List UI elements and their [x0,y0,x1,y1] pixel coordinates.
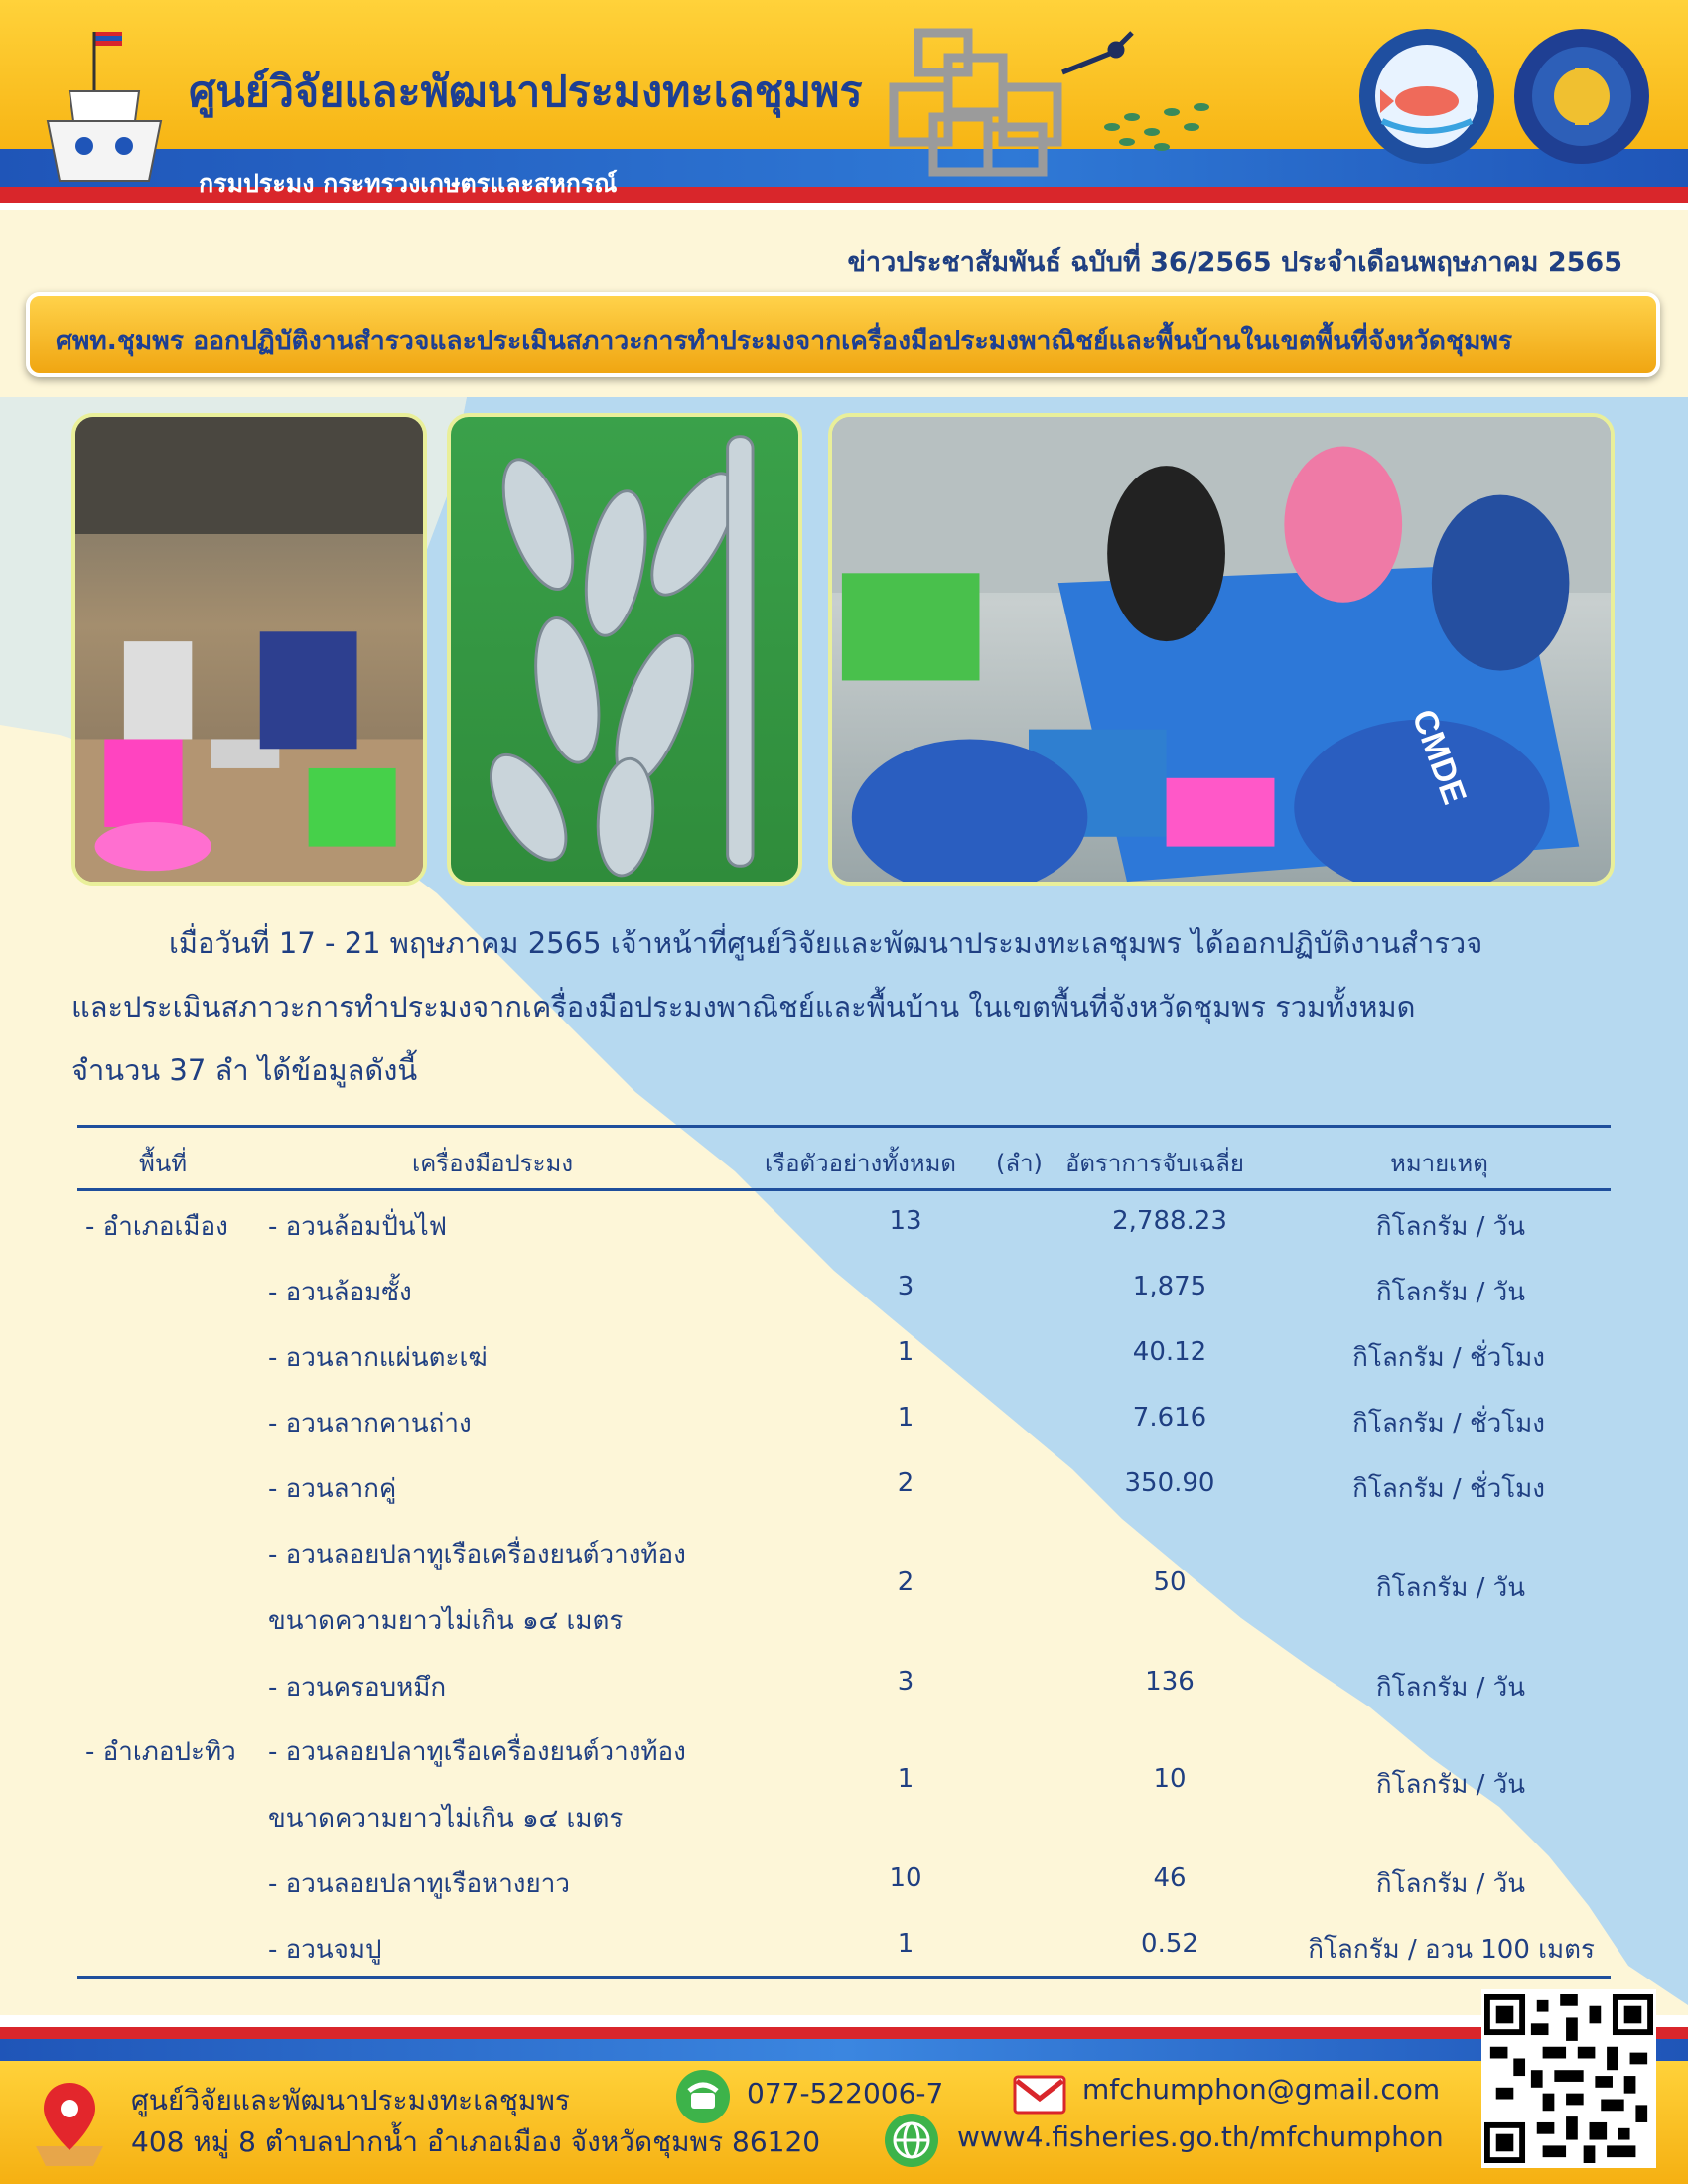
footer-blue-stripe [0,2039,1688,2061]
website-globe-icon [884,2113,939,2168]
row-note: กิโลกรัม / ชั่วโมง [1352,1409,1545,1438]
col-header-note: หมายเหตุ [1390,1150,1488,1177]
row-gear: - อวนจมปู [268,1935,382,1965]
row-gear: - อวนลากแผ่นตะเฆ่ [268,1343,488,1373]
col-header-area: พื้นที่ [139,1150,188,1177]
header-white-stripe [0,203,1688,210]
row-boats: 3 [897,1272,914,1301]
footer-white-stripe [0,2015,1688,2027]
phone-icon [675,2069,731,2124]
row-rate: 350.90 [1124,1468,1215,1498]
row-note: กิโลกรัม / วัน [1375,1278,1525,1307]
org-subtitle: กรมประมง กระทรวงเกษตรและสหกรณ์ [199,169,618,198]
footer-red-stripe [0,2027,1688,2039]
row-boats: 1 [897,1764,914,1794]
table-bottom-rule [77,1976,1611,1979]
row-boats: 1 [897,1929,914,1959]
news-number: ข่าวประชาสัมพันธ์ ฉบับที่ 36/2565 ประจำเดือนพฤษภาคม 2565 [847,247,1622,278]
row-boats: 1 [897,1403,914,1433]
row-rate: 136 [1145,1667,1195,1697]
table-top-rule [77,1125,1611,1128]
row-rate: 46 [1153,1863,1187,1893]
col-header-unit: (ลำ) [996,1150,1043,1177]
intro-line-3: จำนวน 37 ลำ ได้ข้อมูลดังนี้ [71,1053,418,1087]
row-boats: 1 [897,1337,914,1367]
row-rate: 1,875 [1132,1272,1207,1301]
footer-phone[interactable]: 077-522006-7 [747,2077,944,2110]
row-note: กิโลกรัม / ชั่วโมง [1352,1343,1545,1373]
row-boats: 2 [897,1568,914,1597]
row-rate: 10 [1153,1764,1187,1794]
row-rate: 40.12 [1132,1337,1207,1367]
row-gear: - อวนล้อมซั้ง [268,1278,412,1307]
row-rate: 50 [1153,1568,1187,1597]
footer-website[interactable]: www4.fisheries.go.th/mfchumphon [957,2120,1444,2153]
col-header-boats: เรือตัวอย่างทั้งหมด [765,1150,957,1177]
row-note: กิโลกรัม / วัน [1375,1212,1525,1242]
col-header-rate: อัตราการจับเฉลี่ย [1065,1150,1244,1177]
row-note: กิโลกรัม / วัน [1375,1573,1525,1603]
row-gear: - อวนลอยปลาทูเรือเครื่องยนต์วางท้อง [268,1737,686,1767]
row-gear-line2: ขนาดความยาวไม่เกิน ๑๔ เมตร [268,1804,624,1834]
row-boats: 2 [897,1468,914,1498]
row-rate: 0.52 [1141,1929,1198,1959]
row-boats: 3 [897,1667,914,1697]
row-area: - อำเภอปะทิว [85,1737,236,1767]
photo-shirt-text: CMDE [1404,704,1474,810]
qr-code-icon[interactable] [1481,1989,1656,2168]
row-area: - อำเภอเมือง [85,1212,228,1242]
table-header-rule [77,1188,1611,1191]
intro-line-2: และประเมินสภาวะการทำประมงจากเครื่องมือประมงพาณิชย์และพื้นบ้าน ในเขตพื้นที่จังหวัดชุมพร รวมทั้งหมด [71,990,1416,1024]
row-rate: 7.616 [1132,1403,1207,1433]
row-note: กิโลกรัม / วัน [1375,1673,1525,1703]
photo-field-survey-team [71,413,427,886]
row-gear: - อวนล้อมปั่นไฟ [268,1212,448,1242]
footer-email[interactable]: mfchumphon@gmail.com [1082,2073,1441,2106]
department-seal-icon [1511,26,1652,167]
footer-org: ศูนย์วิจัยและพัฒนาประมงทะเลชุมพร [131,2084,570,2116]
ship-logo-icon [40,22,169,191]
row-gear: - อวนลอยปลาทูเรือหางยาว [268,1869,570,1899]
artificial-reef-icon [874,18,1251,182]
row-note: กิโลกรัม / วัน [1375,1869,1525,1899]
location-pin-icon [30,2077,109,2168]
row-rate: 2,788.23 [1112,1206,1227,1236]
row-gear: - อวนลากคู่ [268,1474,397,1504]
row-gear-line2: ขนาดความยาวไม่เกิน ๑๔ เมตร [268,1606,624,1636]
row-boats: 13 [889,1206,922,1236]
email-icon [1013,2075,1066,2115]
center-seal-icon [1356,26,1497,167]
row-note: กิโลกรัม / วัน [1375,1770,1525,1800]
photo-catch-sorting [828,413,1615,886]
row-note: กิโลกรัม / ชั่วโมง [1352,1474,1545,1504]
row-gear: - อวนครอบหมึก [268,1673,447,1703]
footer-address: 408 หมู่ 8 ตำบลปากน้ำ อำเภอเมือง จังหวัดชุมพร 86120 [131,2125,821,2158]
col-header-gear: เครื่องมือประมง [412,1150,574,1177]
row-boats: 10 [889,1863,922,1893]
photo-fish-basket [447,413,802,886]
row-gear: - อวนลากคานถ่าง [268,1409,472,1438]
row-note: กิโลกรัม / อวน 100 เมตร [1308,1935,1595,1965]
row-gear: - อวนลอยปลาทูเรือเครื่องยนต์วางท้อง [268,1540,686,1570]
org-title: ศูนย์วิจัยและพัฒนาประมงทะเลชุมพร [189,68,863,117]
intro-line-1: เมื่อวันที่ 17 - 21 พฤษภาคม 2565 เจ้าหน้าที่ศูนย์วิจัยและพัฒนาประมงทะเลชุมพร ได้ออกปฏิบัติงานสำรวจ [169,926,1483,960]
headline: ศพท.ชุมพร ออกปฏิบัติงานสำรวจและประเมินสภาวะการทำประมงจากเครื่องมือประมงพาณิชย์และพื้นบ้านในเขตพื้นที่จังหวัดชุมพร [56,326,1513,356]
